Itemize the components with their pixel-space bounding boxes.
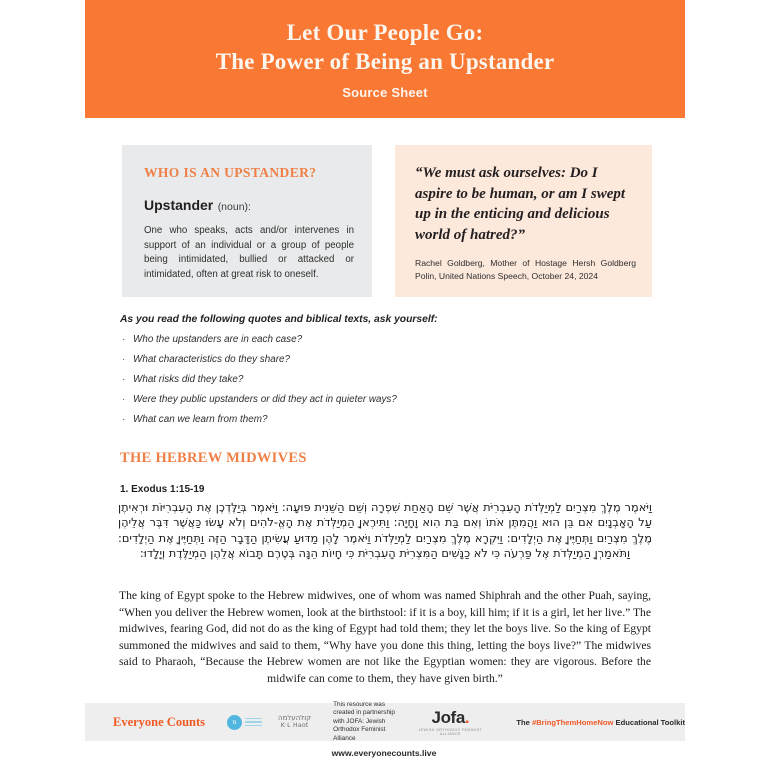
reading-prompt-lead: As you read the following quotes and biblical texts, ask yourself:	[120, 314, 438, 325]
jofa-logo-tagline: JEWISH ORTHODOX FEMINIST ALLIANCE	[418, 727, 483, 736]
bullet-dot-icon: ·	[122, 354, 126, 365]
quote-box	[395, 145, 652, 297]
list-item	[120, 353, 590, 367]
list-item-label: What can we learn from them?	[133, 414, 268, 425]
kolhaot-logo	[278, 714, 311, 730]
toolkit-hashtag: #BringThemHomeNow	[531, 717, 614, 727]
page-footer	[85, 700, 685, 742]
logo-bars-icon	[245, 718, 262, 727]
jofa-logo	[414, 709, 486, 736]
list-item	[120, 393, 590, 407]
footer-url[interactable]: www.everyonecounts.live	[331, 748, 437, 758]
list-item-label: What risks did they take?	[133, 374, 244, 385]
partner-logos-group	[227, 714, 311, 730]
bullet-dot-icon: ·	[122, 374, 126, 385]
intro-boxes-row	[122, 145, 652, 297]
definition-part-of-speech: (noun):	[217, 201, 251, 213]
hebrew-source-text: וַיֹּאמֶר מֶלֶךְ מִצְרַיִם לַמְיַלְּדֹת הָעִבְרִיֹּת אֲשֶׁר שֵׁם הָאַחַת שִׁפְרָה וְשֵׁם הַשֵּׁנִית פּוּעָה: וַיֹּאמֶר בְּיַלֶּדְכֶן אֶת הָעִבְרִיּוֹת וּרְאִיתֶן עַל הָאָבְנָיִם אִם בֵּן הוּא וַהֲמִתֶּן אֹתוֹ וְאִם בַּת הִוא וָחָיָה: וַתִּירֶאןָ הַמְיַלְּדֹת אֶת הָאֱ-לֹהִים וְלֹא עָשׂוּ כַּאֲשֶׁר דִּבֶּר אֲלֵיהֶן מֶלֶךְ מִצְרַיִם וַתְּחַיֶּיןָ אֶת הַיְלָדִים: וַיִּקְרָא מֶלֶךְ מִצְרַיִם לַמְיַלְּדֹת וַיֹּאמֶר לָהֶן מַדּוּעַ עֲשִׂיתֶן הַדָּבָר הַזֶּה וַתְּחַיֶּיןָ אֶת הַיְלָדִים: וַתֹּאמַרְןָ הַמְיַלְּדֹת אֶל פַּרְעֹה כִּי לֹא כַנָּשִׁים הַמִּצְרִיֹּת הָעִבְרִיֹּת כִּי חָיוֹת הֵנָּה בְּטֶרֶם תָּבוֹא אֲלֵהֶן הַמְיַלֶּדֶת וְיָלָדוּ:	[118, 500, 652, 561]
bullet-dot-icon: ·	[122, 414, 126, 425]
toolkit-suffix: Educational Toolkit	[613, 717, 685, 727]
list-item	[120, 413, 590, 427]
footer-partnership-text: This resource was created in partnership with JOFA: Jewish Orthodox Feminist Alliance	[333, 700, 395, 742]
list-item-label: Were they public upstanders or did they act in quieter ways?	[133, 394, 397, 405]
reading-prompt-block	[120, 314, 590, 433]
bullet-dot-icon: ·	[122, 334, 126, 345]
list-item-label: Who the upstanders are in each case?	[133, 334, 303, 345]
definition-text: One who speaks, acts and/or intervenes in support of an individual or a group of people being intimidated, bullied or attacked or intimidated, often at great risk to oneself.	[144, 225, 354, 280]
toolkit-prefix: The	[516, 717, 532, 727]
definition-box-heading: WHO IS AN UPSTANDER?	[144, 165, 317, 180]
english-translation: The king of Egypt spoke to the Hebrew midwives, one of whom was named Shiphrah and the other Puah, saying, “When you deliver the Hebrew women, look at the birthstool: if it is a boy, kill him; if it is a girl, let her live.” The midwives, fearing God, did not do as the king of Egypt had told them; they let the boys live. So the king of Egypt summoned the midwives and said to them, “Why have you done this thing, letting the boys live?” The midwives said to Pharaoh, “Because the Hebrew women are not like the Egyptian women: they are vigorous. Before the midwife can come to them, they have given birth.”	[119, 589, 651, 685]
bullet-dot-icon: ·	[122, 394, 126, 405]
jofa-logo-wordmark: Jofa	[431, 707, 465, 727]
list-item-label: What characteristics do they share?	[133, 354, 290, 365]
jofa-logo-word	[414, 709, 486, 726]
definition-term: Upstander	[144, 197, 214, 213]
definition-box	[122, 145, 372, 297]
footer-brand-everyone-counts: Everyone Counts	[113, 714, 206, 729]
kolhaot-logo-hebrew: קולהעלמה	[278, 714, 312, 722]
header-title-line-2: The Power of Being an Upstander	[215, 49, 555, 74]
definition-term-line	[144, 197, 354, 215]
section-title: THE HEBREW MIDWIVES	[120, 450, 307, 466]
quote-text: “We must ask ourselves: Do I aspire to be human, or am I swept up in the enticing and delicious world of hatred?”	[415, 165, 626, 243]
header-subtitle: Source Sheet	[342, 85, 428, 100]
circle-logo-icon: מ	[227, 715, 242, 730]
list-item	[120, 373, 590, 387]
jofa-logo-dot: .	[464, 707, 470, 727]
footer-toolkit-text	[516, 718, 685, 727]
source-reference: 1. Exodus 1:15-19	[120, 484, 205, 495]
kolhaot-logo-english: K·L Haot	[280, 722, 309, 729]
quote-attribution: Rachel Goldberg, Mother of Hostage Hersh Goldberg Polin, United Nations Speech, October 24, 2024	[415, 258, 636, 281]
header-title-line-1: Let Our People Go:	[286, 20, 484, 45]
page-header	[85, 0, 685, 118]
list-item	[120, 333, 590, 347]
